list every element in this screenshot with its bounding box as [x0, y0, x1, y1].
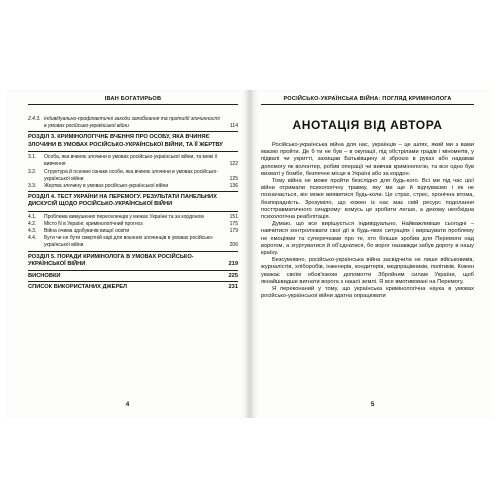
toc-entry-number: 3.2. — [28, 168, 37, 175]
annotation-title: АНОТАЦІЯ ВІД АВТОРА — [292, 118, 443, 132]
toc-entry-number: 3.3. — [28, 182, 37, 189]
toc-conclusions-title: ВИСНОВКИ — [28, 272, 61, 279]
toc-entry-page: 225 — [228, 272, 238, 279]
toc-entry-page: 122 — [229, 161, 238, 168]
paragraph: Я переконаний у тому, що українська кримінологічна наука в умовах російсько-української війни здатна опрацювати — [261, 286, 474, 300]
right-running-head: РОСІЙСЬКО-УКРАЇНСЬКА ВІЙНА: ПОГЛЯД КРИМІНОЛОГА — [283, 96, 452, 102]
right-page-number: 5 — [370, 402, 375, 408]
toc-entry-number: 4.3. — [28, 228, 37, 235]
left-page-number: 4 — [125, 402, 130, 408]
toc-references[interactable] — [28, 284, 238, 292]
toc-entry-text: Війна очима здобувачів вищої освіти — [44, 228, 130, 235]
open-book — [6, 90, 494, 418]
toc-entry-page: 151 — [229, 214, 238, 221]
toc-entry-page: 175 — [229, 221, 238, 228]
toc-entry-page: 114 — [230, 123, 238, 130]
toc-entry-page: 206 — [229, 242, 238, 249]
toc-entry-number: 4.4. — [28, 235, 37, 242]
table-of-contents — [28, 116, 238, 292]
toc-entry[interactable] — [28, 183, 238, 190]
toc-entry-text: Індивідуально-профілактичні заходи запобігання та протидії злочинності в умовах російсько-української війни — [44, 116, 220, 130]
toc-entry-page: 125 — [229, 175, 238, 182]
toc-entry-text: Проблема вимушених переселенців у межах України та за кордоном — [44, 214, 204, 221]
right-page — [251, 90, 494, 418]
toc-entry-text: Структура й основні ознаки особи, яка вчиняє злочини в умовах російсько-української війни — [44, 168, 218, 182]
left-running-head: ІВАН БОГАТИРЬОВ — [104, 96, 162, 102]
toc-section-5[interactable] — [28, 254, 238, 271]
toc-entry-text: Бути чи не бути смертній карі для воєнних злочинців в умовах російсько-української війни — [44, 235, 214, 249]
toc-entry[interactable] — [28, 235, 238, 249]
header-rule — [261, 104, 474, 105]
annotation-body — [261, 142, 474, 300]
toc-entry-text: Особа, яка вчиняє злочини в умовах російсько-української війни, та межі її вивчення — [44, 154, 218, 168]
toc-conclusions[interactable] — [28, 273, 238, 283]
paragraph: Тому війна не може пройти безслідно для будь-кого. Всі ми під час цієї війни отримали психологічну травму, яку ми ще й відчуваємо і як не позначається, він може виявитися будь-коли. Це страх, стрес, хронічна втома, безпорадність. Зрозуміло, що кожен із нас має свій ресурс подолання посттравматичного синдрому: комусь це зробити легше, а декому необхідна психологічна реабілітація. — [261, 178, 474, 221]
paragraph: Російсько-українська війна для нас, українців – це шлях, який ми з вами маємо пройти. Де б ти не був – в окупації, під обстрілами градів і мінометів, у підвалі чи укритті, захищав Батьківщину зі зброєю в руках або надавав допомогу як волонтер, робив операції чи вивчав кримінологію, та все одно був вихваті у бомбе, безпечне місце в Україні або за кордон. — [261, 142, 474, 177]
divider — [28, 211, 238, 212]
toc-entry[interactable] — [28, 169, 238, 183]
toc-references-title: СПИСОК ВИКОРИСТАНИХ ДЖЕРЕЛ — [28, 284, 128, 291]
toc-entry-text: Місто N в Україні: кримінологічний прогноз — [44, 221, 143, 228]
toc-entry-page: 179 — [229, 228, 238, 235]
toc-entry-page: 219 — [228, 261, 238, 268]
toc-entry-page: 136 — [229, 182, 238, 189]
toc-entry-page: 231 — [228, 284, 238, 291]
left-page — [6, 90, 249, 418]
toc-entry-number: 4.2. — [28, 221, 37, 228]
toc-entry[interactable] — [28, 116, 238, 132]
toc-entry-number: 2.4.3. — [28, 116, 41, 122]
paragraph: Думаю, що все вирішується індивідуально. Найважливіше сьогодні – навчитися контролювати свої дії в будь-яких ситуаціях і вирішувати проблему не емоціями та суперечками про те, хто більше зробив для Перемоги над ворогом, а згуртуватися й об'єднатися, бо ворог назавжди забув дорогу в нашу країну. — [261, 221, 474, 257]
toc-entry[interactable] — [28, 154, 238, 168]
toc-section-5-title: РОЗДІЛ 5. ПОРАДИ КРИМІНОЛОГА В УМОВАХ РОСІЙСЬКО-УКРАЇНСЬКОЇ ВІЙНИ — [28, 253, 194, 268]
toc-entry-number: 3.1. — [28, 154, 37, 161]
toc-entry-text: Жертва злочину в умовах російсько-української війни — [44, 182, 169, 189]
toc-section-4-title[interactable]: РОЗДІЛ 4. ТЕСТ УКРАЇНИ НА ПЕРЕМОГУ. РЕЗУЛЬТАТИ ПАНЕЛЬНИХ ДИСКУСІЙ ЩОДО РОСІЙСЬКО-УКРАЇНСЬКОЇ ВІЙНИ — [28, 193, 217, 208]
toc-section-3-title[interactable]: РОЗДІЛ 3. КРИМІНОЛОГІЧНЕ ВЧЕННЯ ПРО ОСОБУ, ЯКА ВЧИНЯЄ ЗЛОЧИНИ В УМОВАХ РОСІЙСЬКО-УКРАЇНСЬКОЇ ВІЙНИ, ТА ЇЇ ЖЕРТВУ — [28, 134, 223, 148]
toc-entry-number: 4.1. — [28, 214, 37, 221]
divider — [28, 151, 238, 152]
paragraph: Безсумнівно, російсько-українська війна засвідчила не лише військовиків, журналістів, хліборобів, інженерів, кондитерів, медпрацівників, політиків. Кожен уважає своїм обов'язком допомогти Збройним силам України, щоб якнайшвидше вигнати ворога з нашої землі. Я все вмотивовані на Перемогу. — [261, 257, 474, 285]
header-rule — [28, 104, 238, 105]
